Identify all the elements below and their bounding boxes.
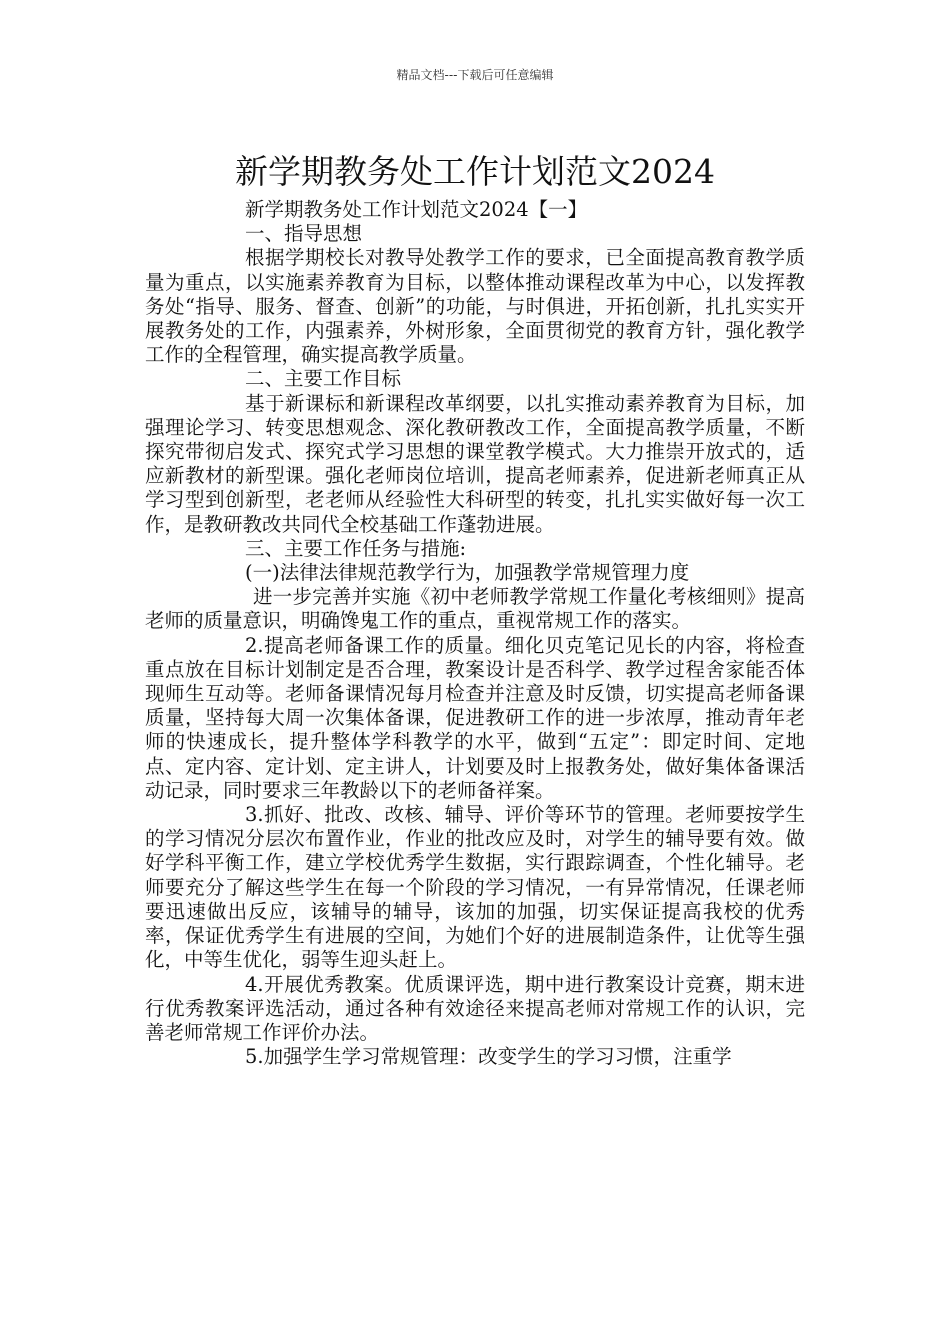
list-item: 2.提高老师备课工作的质量。细化贝克笔记见长的内容，将检查重点放在目标计划制定是否合理，教案设计是否科学、教学过程舍家能否体现师生互动等。老师备课情况每月检查并注意及时反馈，切实提高老师备课质量，坚持每大周一次集体备课，促进教研工作的进一步浓厚，推动青年老师的快速成长，提升整体学科教学的水平，做到“五定”：即定时间、定地点、定内容、定计划、定主讲人，计划要及时上报教务处，做好集体备课活动记录，同时要求三年教龄以下的老师备祥案。: [145, 633, 805, 802]
document-title: 新学期教务处工作计划范文2024: [235, 152, 715, 192]
document-body: [145, 198, 805, 1069]
body-paragraph: 根据学期校长对教导处教学工作的要求，已全面提高教育教学质量为重点，以实施素养教育为目标，以整体推动课程改革为中心，以发挥教务处“指导、服务、督查、创新”的功能，与时俱进，开拓创新，扎扎实实开展教务处的工作，内强素养，外树形象，全面贯彻党的教育方针，强化教学工作的全程管理，确实提高教学质量。: [145, 246, 805, 367]
subheading-guiding-thought: 一、指导思想: [245, 222, 363, 246]
body-paragraph: 进一步完善并实施《初中老师教学常规工作量化考核细则》提高老师的质量意识，明确馋鬼工作的重点，重视常规工作的落实。: [145, 585, 805, 633]
subheading-item-one: (一)法律法律规范教学行为，加强教学常规管理力度: [245, 561, 690, 585]
list-item: 4.开展优秀教案。优质课评选，期中进行教案设计竞赛，期末进行优秀教案评选活动，通过各种有效途径来提高老师对常规工作的认识，完善老师常规工作评价办法。: [145, 972, 805, 1044]
page-header-note: 精品文档---下载后可任意编辑: [396, 68, 554, 82]
subheading-main-goals: 二、主要工作目标: [245, 367, 402, 391]
section-heading: 新学期教务处工作计划范文2024【一】: [245, 198, 588, 221]
body-paragraph: 基于新课标和新课程改革纲要，以扎实推动素养教育为目标，加强理论学习、转变思想观念、深化教研教改工作，全面提高教学质量，不断探究带彻启发式、探究式学习思想的课堂教学模式。大力推崇开放式的，适应新教材的新型课。强化老师岗位培训，提高老师素养，促进新老师真正从学习型到创新型，老老师从经验性大科研型的转变，扎扎实实做好每一次工作，是教研教改共同代全校基础工作蓬勃进展。: [145, 391, 805, 536]
list-item: 3.抓好、批改、改核、辅导、评价等环节的管理。老师要按学生的学习情况分层次布置作业，作业的批改应及时，对学生的辅导要有效。做好学科平衡工作，建立学校优秀学生数据，实行跟踪调查，个性化辅导。老师要充分了解这些学生在每一个阶段的学习情况，一有异常情况，任课老师要迅速做出反应，该辅导的辅导，该加的加强，切实保证提高我校的优秀率，保证优秀学生有进展的空间，为她们个好的进展制造条件，让优等生强化，中等生优化，弱等生迎头赶上。: [145, 803, 805, 972]
subheading-tasks-measures: 三、主要工作任务与措施:: [245, 536, 467, 560]
list-item: 5.加强学生学习常规管理：改变学生的学习习惯，注重学: [245, 1045, 732, 1069]
